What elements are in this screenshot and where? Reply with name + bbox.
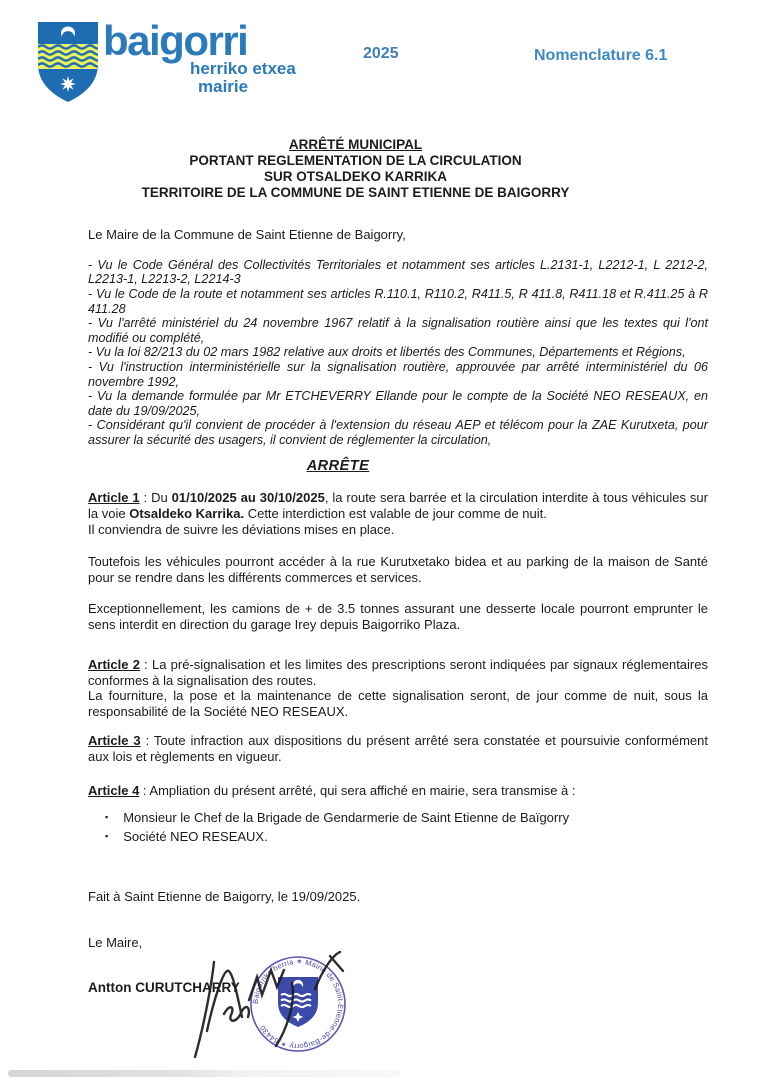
- transmission-item: ▪ Société NEO RESEAUX.: [105, 827, 708, 846]
- stamp-crest-icon: [278, 977, 318, 1027]
- recital-item: - Vu le Code Général des Collectivités Territoriales et notamment ses articles L.2131-1, L2212-1, L 2212-2, L2213-1, L2213-2, L2214-3: [88, 257, 708, 287]
- recitals-block: [88, 258, 708, 448]
- opening-line: Le Maire de la Commune de Saint Etienne de Baigorry,: [88, 227, 406, 242]
- decree-heading: ARRÊTE: [306, 457, 370, 474]
- article-1-paragraph: Exceptionnellement, les camions de + de 3.5 tonnes assurant une desserte locale pourront emprunter le sens interdit en direction du garage Irey depuis Baigorriko Plaza.: [88, 601, 708, 633]
- nomenclature-label: Nomenclature 6.1: [534, 47, 668, 64]
- recital-item: - Vu le Code de la route et notamment ses articles R.110.1, R110.2, R411.5, R 411.8, R411.18 et R.411.25 à R 411.28: [88, 286, 708, 316]
- recital-item: - Vu la demande formulée par Mr ETCHEVERRY Ellande pour le compte de la Société NEO RESEAUX, en date du 19/09/2025,: [88, 389, 708, 418]
- round-stamp-icon: [251, 957, 345, 1051]
- article-2-paragraph: La fourniture, la pose et la maintenance de cette signalisation seront, de jour comme de nuit, sous la responsabilité de la Société NEO RESEAUX.: [88, 688, 708, 720]
- article-1-paragraph: Toutefois les véhicules pourront accéder à la rue Kurutxetako bidea et au parking de la maison de Santé pour se rendre dans les différents commerces et services.: [88, 553, 708, 585]
- recital-item: - Vu l'arrêté ministériel du 24 novembre 1967 relatif à la signalisation routière ainsi que les textes qui l'ont modifié ou complété,: [88, 316, 708, 345]
- header-logo: [103, 17, 296, 96]
- document-body: [88, 137, 708, 996]
- title-line-3: SUR OTSALDEKO KARRIKA: [263, 169, 447, 184]
- recital-item: - Vu l'instruction interministérielle sur la signalisation routière, approuvée par arrêté interministériel du 06 novembre 1992,: [88, 359, 708, 389]
- title-line-4: TERRITOIRE DE LA COMMUNE DE SAINT ETIENNE DE BAIGORRY: [141, 185, 570, 200]
- brand-subtitle-basque: herriko etxea: [190, 59, 296, 78]
- title-block: [88, 137, 708, 201]
- recital-item: - Considérant qu'il convient de procéder à l'extension du réseau AEP et télécom pour la ZAE Kurutxeta, pour assurer la sécurité des usagers, il convient de réglementer la circulation,: [88, 418, 708, 447]
- commune-crest-icon: [36, 20, 100, 104]
- place-date-line: Fait à Saint Etienne de Baigorry, le 19/09/2025.: [88, 889, 361, 905]
- title-line-1: ARRÊTÉ MUNICIPAL: [288, 137, 423, 152]
- transmission-item: ▪ Monsieur le Chef de la Brigade de Gendarmerie de Saint Etienne de Baïgorry: [105, 808, 708, 827]
- official-stamp-and-signature: [163, 943, 433, 1080]
- title-line-2: PORTANT REGLEMENTATION DE LA CIRCULATION: [189, 153, 522, 168]
- article-1-paragraph: Article 1 : Du 01/10/2025 au 30/10/2025, la route sera barrée et la circulation interdite à tous véhicules sur la voie Otsaldeko Karrika. Cette interdiction est valable de jour comme de nuit.: [88, 490, 708, 522]
- article-1-paragraph: Il conviendra de suivre les déviations mises en place.: [88, 521, 395, 537]
- stamp-ring-text: Baigorriko herria ✶ Mairie de Saint-Étienne-de-Baïgorry ✶ 64430: [250, 956, 346, 1052]
- brand-wordmark: baigorri: [103, 17, 248, 64]
- scan-artifact: [8, 1070, 400, 1077]
- recital-item: - Vu la loi 82/213 du 02 mars 1982 relative aux droits et libertés des Communes, Départements et Régions,: [88, 345, 686, 360]
- signatory-name: Antton CURUTCHARRY: [88, 980, 240, 996]
- article-2-paragraph: Article 2 : La pré-signalisation et les limites des prescriptions seront indiquées par signaux réglementaires conformes à la signalisation des routes.: [88, 656, 708, 688]
- article-4-paragraph: Article 4 : Ampliation du présent arrêté, qui sera affiché en mairie, sera transmise à :: [88, 782, 576, 798]
- transmission-list: [88, 808, 708, 846]
- article-3-paragraph: Article 3 : Toute infraction aux dispositions du présent arrêté sera constatée et poursuivie conformément aux lois et règlements en vigueur.: [88, 733, 708, 764]
- brand-subtitle-french: mairie: [198, 77, 249, 96]
- signatory-role-line: Le Maire,: [88, 935, 143, 951]
- year-label: 2025: [363, 45, 399, 62]
